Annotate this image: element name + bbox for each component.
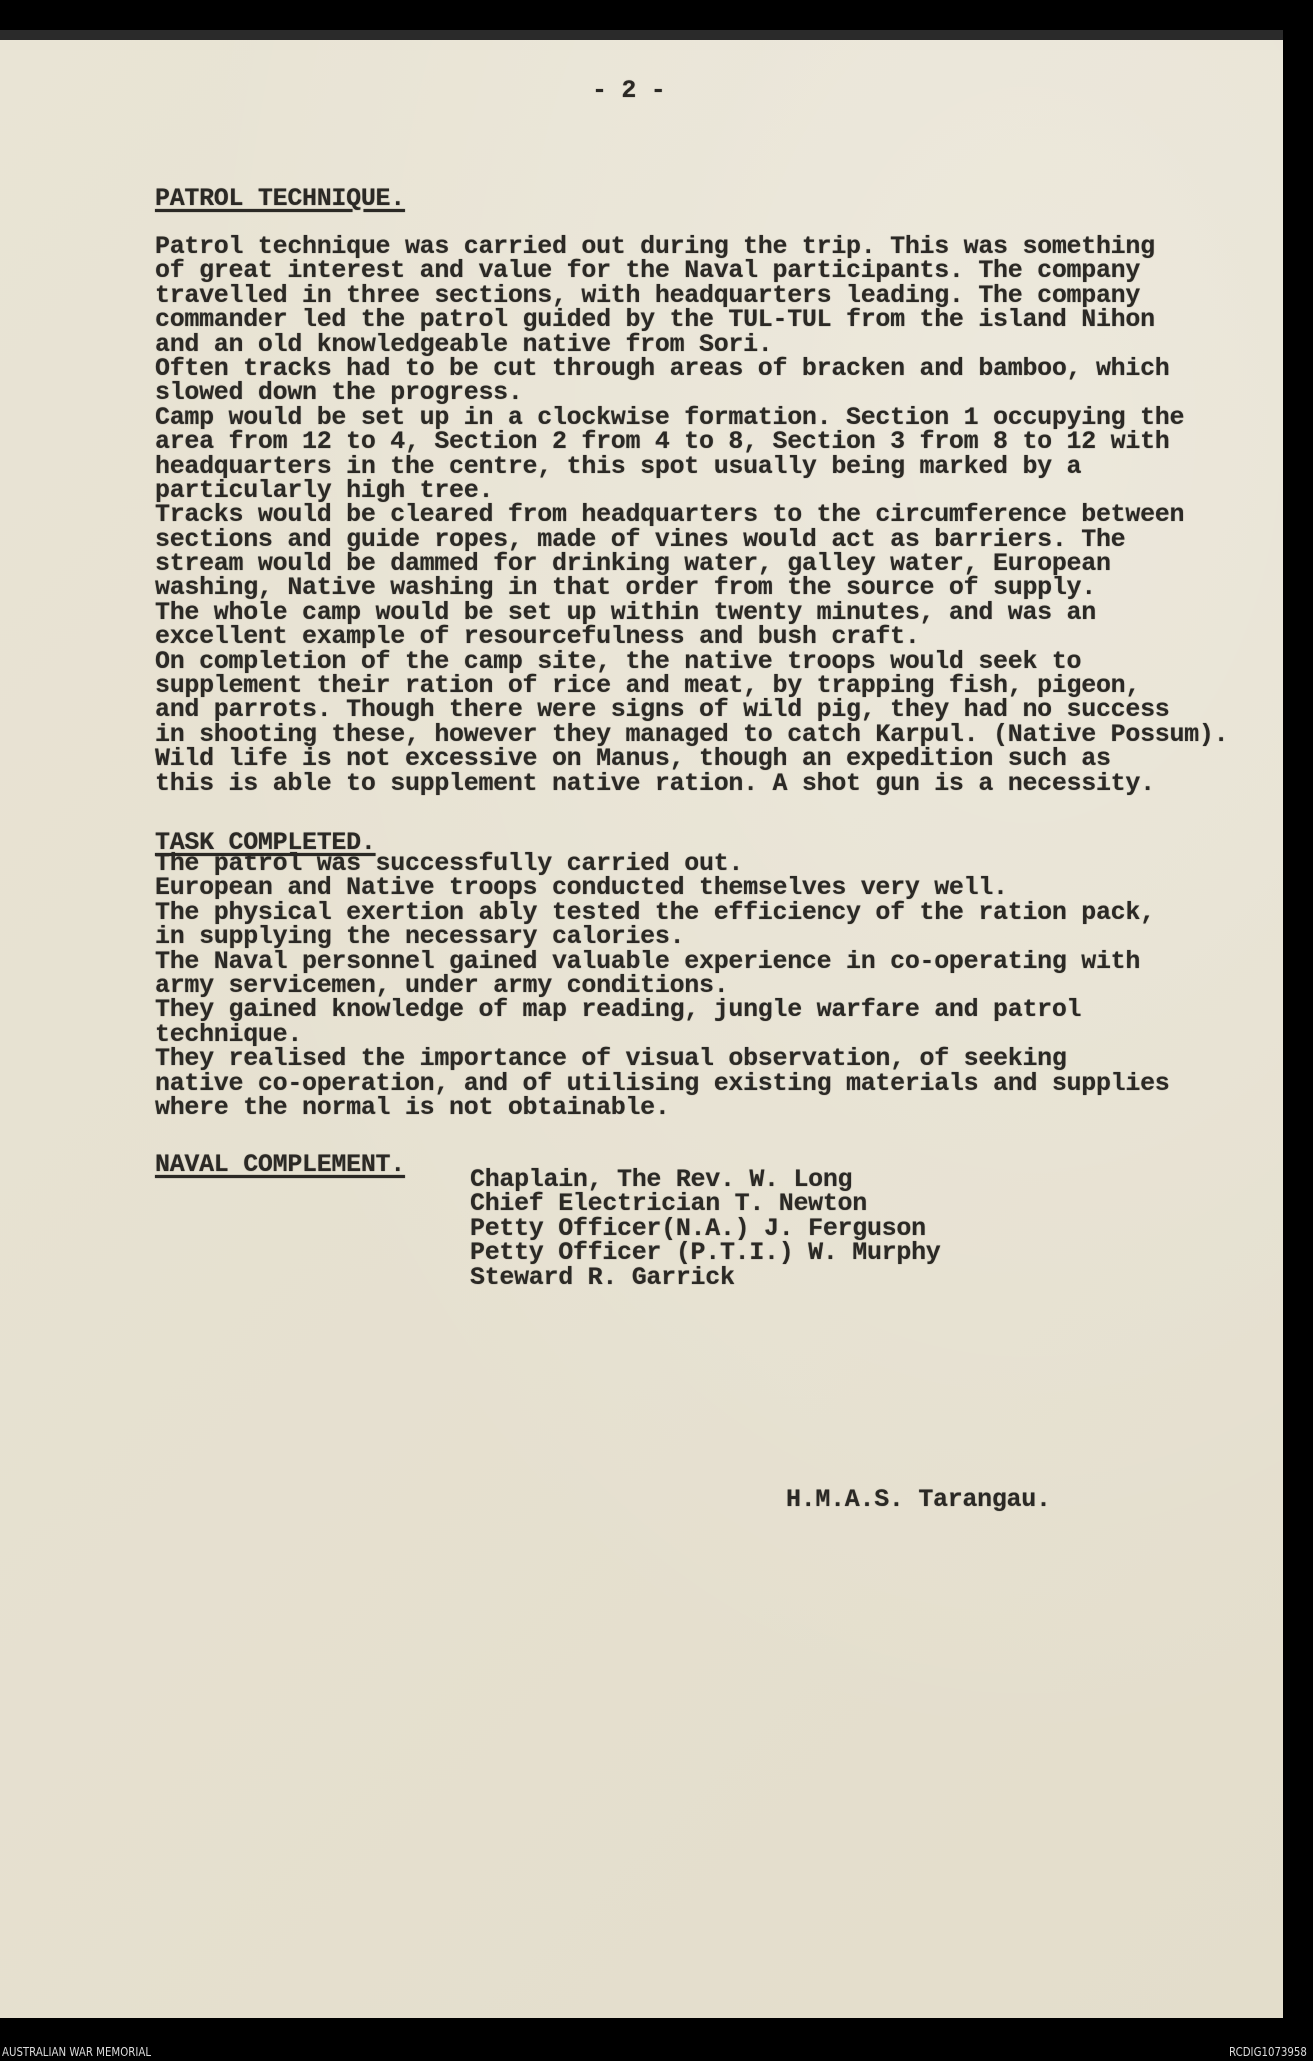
- complement-name: Petty Officer(N.A.) J. Ferguson: [470, 1213, 926, 1243]
- text-line: Camp would be set up in a clockwise formation. Section 1 occupying the: [155, 402, 1185, 432]
- text-line: The patrol was successfully carried out.: [155, 849, 744, 878]
- text-line: stream would be dammed for drinking water, galley water, European: [155, 549, 1111, 579]
- patrol-technique-body: [155, 232, 1229, 798]
- naval-complement-list: [470, 1165, 941, 1292]
- text-line: headquarters in the centre, this spot usually being marked by a: [155, 451, 1082, 481]
- text-line: commander led the patrol guided by the TUL-TUL from the island Nihon: [155, 305, 1155, 335]
- text-line: On completion of the camp site, the native troops would seek to: [155, 646, 1082, 676]
- text-line: native co-operation, and of utilising existing materials and supplies: [155, 1068, 1170, 1098]
- text-line: The whole camp would be set up within twenty minutes, and was an: [155, 597, 1096, 627]
- page-number: - 2 -: [592, 76, 666, 105]
- footer-institution: AUSTRALIAN WAR MEMORIAL: [2, 2045, 152, 2059]
- text-line: technique.: [155, 1019, 303, 1049]
- section-heading-naval-complement: NAVAL COMPLEMENT.: [155, 1150, 405, 1179]
- scan-border: [0, 30, 1283, 40]
- text-line: of great interest and value for the Naval participants. The company: [155, 256, 1141, 286]
- text-line: excellent example of resourcefulness and bush craft.: [155, 622, 920, 652]
- text-line: where the normal is not obtainable.: [155, 1092, 670, 1122]
- section-heading-patrol-technique: PATROL TECHNIQUE.: [155, 184, 405, 213]
- text-line: particularly high tree.: [155, 475, 494, 505]
- text-line: They gained knowledge of map reading, jungle warfare and patrol: [155, 995, 1082, 1025]
- text-line: supplement their ration of rice and meat, by trapping fish, pigeon,: [155, 671, 1141, 701]
- task-completed-body: [155, 849, 1170, 1122]
- text-line: washing, Native washing in that order from the source of supply.: [155, 573, 1096, 603]
- text-line: this is able to supplement native ration. A shot gun is a necessity.: [155, 768, 1155, 798]
- text-line: and an old knowledgeable native from Sori.: [155, 329, 773, 359]
- text-line: Patrol technique was carried out during the trip. This was something: [155, 232, 1155, 261]
- complement-name: Chaplain, The Rev. W. Long: [470, 1165, 853, 1194]
- text-line: slowed down the progress.: [155, 378, 523, 408]
- text-line: in supplying the necessary calories.: [155, 922, 685, 952]
- text-line: Wild life is not excessive on Manus, though an expedition such as: [155, 744, 1111, 774]
- text-line: in shooting these, however they managed to catch Karpul. (Native Possum).: [155, 719, 1229, 749]
- text-line: Often tracks had to be cut through areas of bracken and bamboo, which: [155, 353, 1170, 383]
- text-line: The physical exertion ably tested the efficiency of the ration pack,: [155, 897, 1155, 927]
- text-line: area from 12 to 4, Section 2 from 4 to 8, Section 3 from 8 to 12 with: [155, 427, 1170, 457]
- text-line: sections and guide ropes, made of vines would act as barriers. The: [155, 524, 1126, 554]
- signature-ship: H.M.A.S. Tarangau.: [786, 1485, 1051, 1514]
- footer-id: RCDIG1073958: [1229, 2045, 1308, 2059]
- text-line: travelled in three sections, with headquarters leading. The company: [155, 280, 1141, 310]
- text-line: They realised the importance of visual observation, of seeking: [155, 1044, 1067, 1074]
- text-line: and parrots. Though there were signs of wild pig, they had no success: [155, 695, 1170, 725]
- section-heading-task-completed: TASK COMPLETED.: [155, 828, 376, 857]
- complement-name: Petty Officer (P.T.I.) W. Murphy: [470, 1238, 941, 1268]
- complement-name: Chief Electrician T. Newton: [470, 1189, 867, 1219]
- text-line: The Naval personnel gained valuable experience in co-operating with: [155, 946, 1141, 976]
- text-line: European and Native troops conducted themselves very well.: [155, 873, 1008, 903]
- text-line: army servicemen, under army conditions.: [155, 970, 729, 1000]
- text-line: Tracks would be cleared from headquarters to the circumference between: [155, 500, 1185, 530]
- complement-name: Steward R. Garrick: [470, 1262, 735, 1292]
